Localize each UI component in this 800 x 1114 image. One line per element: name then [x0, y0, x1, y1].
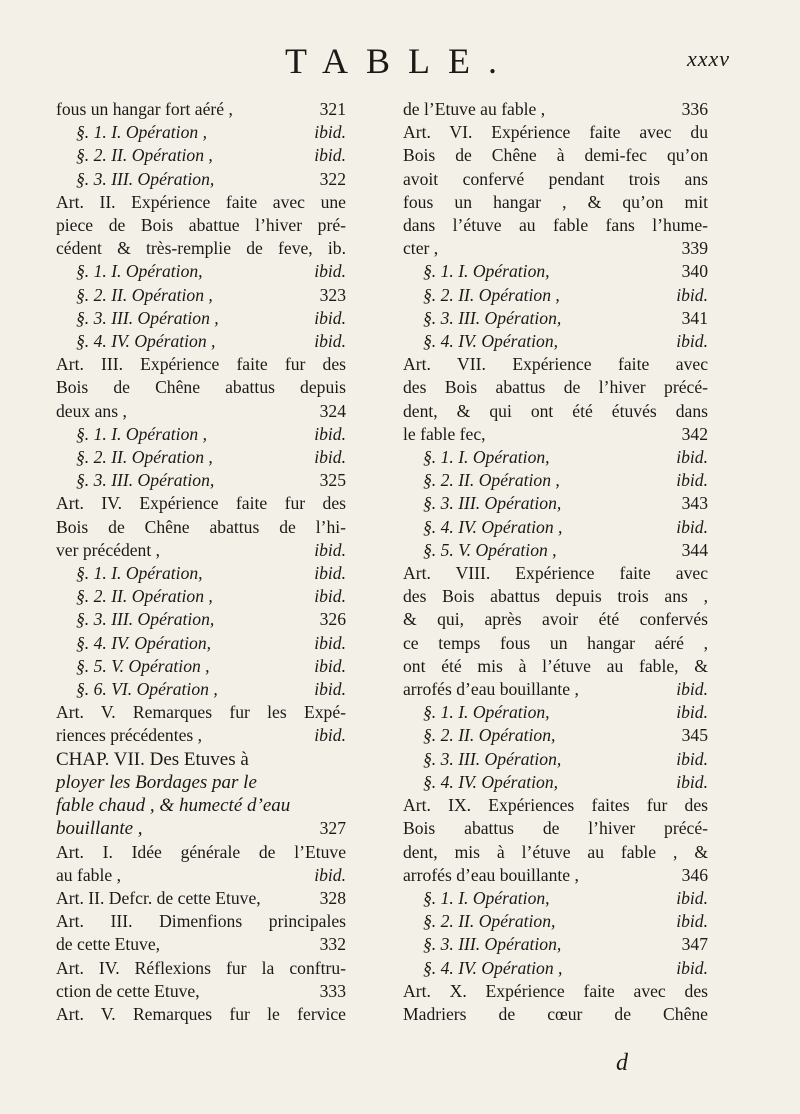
- toc-entry-page: ibid.: [676, 447, 708, 468]
- toc-entry-text: ce temps fous un hangar aéré ,: [403, 632, 708, 653]
- toc-entry-page: ibid.: [314, 307, 346, 328]
- toc-entry-text: cter ,: [403, 238, 439, 259]
- toc-entry-text: §. 4. IV. Opération ,: [76, 331, 216, 352]
- toc-entry: [56, 608, 346, 631]
- toc-entry: [56, 933, 346, 956]
- toc-entry-page: ibid.: [314, 122, 346, 143]
- toc-entry-text: §. 1. I. Opération,: [423, 447, 550, 468]
- toc-entry: [403, 957, 708, 980]
- toc-entry-text: arrofés d’eau bouillante ,: [403, 864, 579, 885]
- toc-entry: [403, 910, 708, 933]
- toc-entry: [403, 980, 708, 1003]
- toc-entry-text: §. 2. II. Opération ,: [76, 284, 213, 305]
- toc-entry-text: ver précédent ,: [56, 539, 161, 560]
- toc-entry-page: ibid.: [676, 911, 708, 932]
- toc-entry: [403, 330, 708, 353]
- toc-entry-text: de cette Etuve,: [56, 934, 161, 955]
- toc-entry: [56, 423, 346, 446]
- toc-entry: [403, 864, 708, 887]
- toc-entry: [403, 655, 708, 678]
- toc-entry: [56, 841, 346, 864]
- toc-entry-text: CHAP. VII. Des Etuves à: [56, 748, 249, 770]
- toc-entry-text: Art. V. Remarques fur les Expé-: [56, 702, 346, 723]
- toc-entry-page: ibid.: [676, 702, 708, 723]
- toc-entry-text: arrofés d’eau bouillante ,: [403, 679, 579, 700]
- toc-entry-page: 325: [319, 470, 346, 491]
- toc-entry-text: au fable ,: [56, 864, 121, 885]
- toc-entry: [56, 980, 346, 1003]
- toc-entry-text: fous un hangar , & qu’on mit: [403, 191, 708, 212]
- toc-entry: [56, 817, 346, 840]
- toc-entry-text: §. 3. III. Opération,: [423, 307, 562, 328]
- toc-entry-page: 336: [681, 99, 708, 119]
- toc-entry: [56, 307, 346, 330]
- toc-entry-text: §. 1. I. Opération ,: [76, 122, 207, 143]
- toc-entry-text: Art. VI. Expérience faite avec du: [403, 122, 708, 143]
- toc-entry: [56, 214, 346, 237]
- toc-entry: [56, 376, 346, 399]
- toc-entry-text: §. 3. III. Opération,: [423, 934, 562, 955]
- toc-entry: [403, 237, 708, 260]
- page-header: [0, 36, 800, 86]
- toc-entry-page: ibid.: [314, 632, 346, 653]
- toc-entry-text: §. 3. III. Opération,: [76, 470, 215, 491]
- toc-entry-text: §. 2. II. Opération ,: [423, 284, 560, 305]
- toc-entry-text: des Bois abattus depuis trois ans ,: [403, 586, 708, 607]
- toc-entry-text: §. 3. III. Opération,: [76, 168, 215, 189]
- toc-entry-text: piece de Bois abattue l’hiver pré-: [56, 215, 346, 236]
- toc-entry-text: §. 5. V. Opération ,: [423, 539, 557, 560]
- toc-entry-text: §. 2. II. Opération ,: [76, 586, 213, 607]
- toc-entry: [56, 724, 346, 747]
- toc-entry-text: fable chaud , & humecté d’eau: [56, 795, 291, 817]
- toc-entry-page: 323: [319, 284, 346, 305]
- toc-entry-text: riences précédentes ,: [56, 725, 203, 746]
- toc-entry: [403, 562, 708, 585]
- toc-entry: [403, 376, 708, 399]
- toc-entry: [403, 794, 708, 817]
- toc-entry: [403, 817, 708, 840]
- toc-entry: [403, 678, 708, 701]
- toc-entry-text: §. 3. III. Opération,: [423, 493, 562, 514]
- toc-entry-text: §. 2. II. Opération ,: [423, 470, 560, 491]
- toc-entry-page: ibid.: [314, 145, 346, 166]
- toc-entry: [56, 353, 346, 376]
- toc-entry-text: §. 4. IV. Opération ,: [423, 516, 563, 537]
- toc-entry: [56, 260, 346, 283]
- toc-entry-page: ibid.: [314, 447, 346, 468]
- toc-entry-page: 327: [319, 818, 346, 839]
- toc-entry-page: 332: [319, 934, 346, 955]
- toc-entry-text: Bois de Chêne abattus depuis: [56, 377, 346, 398]
- toc-entry-page: ibid.: [314, 586, 346, 607]
- toc-entry-text: Art. III. Expérience faite fur des: [56, 354, 346, 375]
- toc-entry-text: §. 1. I. Opération ,: [76, 423, 207, 444]
- toc-entry-page: ibid.: [314, 331, 346, 352]
- toc-entry: [56, 794, 346, 817]
- toc-entry-page: 343: [681, 493, 708, 514]
- toc-entry-page: 322: [319, 168, 346, 189]
- toc-entry: [403, 307, 708, 330]
- toc-entry: [56, 237, 346, 260]
- toc-entry-text: §. 1. I. Opération,: [423, 702, 550, 723]
- toc-entry-text: avoit confervé pendant trois ans: [403, 168, 708, 189]
- toc-entry-page: ibid.: [676, 887, 708, 908]
- toc-entry-page: ibid.: [676, 957, 708, 978]
- toc-entry: [56, 864, 346, 887]
- toc-entry: [56, 469, 346, 492]
- toc-entry-text: §. 4. IV. Opération,: [76, 632, 212, 653]
- toc-entry-page: ibid.: [676, 470, 708, 491]
- toc-entry: [403, 701, 708, 724]
- toc-entry-page: 328: [319, 887, 346, 908]
- left-column: [56, 98, 346, 1026]
- toc-entry-text: dent, & qui ont été étuvés dans: [403, 400, 708, 421]
- toc-entry: [56, 701, 346, 724]
- toc-entry-text: §. 2. II. Opération ,: [76, 145, 213, 166]
- toc-entry-page: ibid.: [314, 725, 346, 746]
- toc-entry: [403, 168, 708, 191]
- toc-entry: [403, 748, 708, 771]
- toc-entry: [56, 748, 346, 771]
- toc-entry: [403, 400, 708, 423]
- toc-entry-text: Art. IX. Expériences faites fur des: [403, 795, 708, 816]
- toc-entry-text: Art. II. Expérience faite avec une: [56, 191, 346, 212]
- toc-entry-text: Bois de Chêne abattus de l’hi-: [56, 516, 346, 537]
- toc-entry-page: ibid.: [676, 516, 708, 537]
- toc-entry: [403, 887, 708, 910]
- toc-entry: [403, 492, 708, 515]
- toc-entry-page: 326: [319, 609, 346, 630]
- toc-entry-page: ibid.: [314, 261, 346, 282]
- toc-entry: [56, 562, 346, 585]
- toc-entry: [56, 539, 346, 562]
- toc-entry-page: ibid.: [314, 655, 346, 676]
- toc-entry-text: fous un hangar fort aéré ,: [56, 99, 233, 119]
- toc-entry-page: 345: [681, 725, 708, 746]
- toc-entry-text: Art. V. Remarques fur le fervice: [56, 1003, 346, 1024]
- toc-entry: [56, 492, 346, 515]
- toc-entry-text: §. 2. II. Opération,: [423, 911, 556, 932]
- toc-entry-page: ibid.: [676, 331, 708, 352]
- toc-entry: [56, 98, 346, 121]
- toc-entry-page: 347: [681, 934, 708, 955]
- toc-entry: [56, 585, 346, 608]
- toc-entry-page: ibid.: [676, 748, 708, 769]
- toc-entry-text: bouillante ,: [56, 818, 143, 840]
- toc-entry: [56, 516, 346, 539]
- toc-entry: [56, 1003, 346, 1026]
- toc-entry-page: ibid.: [314, 679, 346, 700]
- toc-entry-text: §. 5. V. Opération ,: [76, 655, 210, 676]
- toc-entry-text: §. 2. II. Opération,: [423, 725, 556, 746]
- toc-entry-page: 346: [681, 864, 708, 885]
- toc-entry: [56, 330, 346, 353]
- toc-entry-text: deux ans ,: [56, 400, 127, 421]
- toc-entry-page: 321: [319, 99, 346, 119]
- toc-entry-text: Art. VIII. Expérience faite avec: [403, 563, 708, 584]
- toc-entry-text: cédent & très-remplie de feve, ib.: [56, 238, 346, 259]
- toc-entry: [56, 446, 346, 469]
- toc-entry: [56, 121, 346, 144]
- running-title: TABLE.: [284, 41, 516, 81]
- toc-entry-text: Madriers de cœur de Chêne: [403, 1003, 708, 1024]
- toc-entry: [56, 678, 346, 701]
- toc-entry-text: de l’Etuve au fable ,: [403, 99, 546, 119]
- toc-entry: [403, 214, 708, 237]
- page-number: xxxv: [686, 46, 730, 71]
- toc-entry-text: §. 3. III. Opération ,: [76, 307, 219, 328]
- toc-entry: [56, 910, 346, 933]
- toc-entry-text: §. 3. III. Opération,: [76, 609, 215, 630]
- toc-entry: [403, 98, 708, 121]
- toc-entry-text: Art. I. Idée générale de l’Etuve: [56, 841, 346, 862]
- toc-entry: [56, 284, 346, 307]
- toc-entry: [56, 655, 346, 678]
- toc-entry: [403, 353, 708, 376]
- toc-entry-page: ibid.: [314, 539, 346, 560]
- toc-entry-text: ont été mis à l’étuve au fable, &: [403, 655, 708, 676]
- toc-entry: [403, 446, 708, 469]
- toc-entry: [56, 144, 346, 167]
- toc-entry: [56, 191, 346, 214]
- toc-entry-text: Art. VII. Expérience faite avec: [403, 354, 708, 375]
- toc-entry-text: dans l’étuve au fable fans l’hume-: [403, 215, 708, 236]
- toc-entry: [56, 771, 346, 794]
- toc-entry-page: ibid.: [676, 679, 708, 700]
- toc-entry-text: Art. IV. Expérience faite fur des: [56, 493, 346, 514]
- toc-entry-text: Bois de Chêne à demi-fec qu’on: [403, 145, 708, 166]
- toc-entry-page: ibid.: [314, 423, 346, 444]
- toc-entry-text: §. 1. I. Opération,: [423, 261, 550, 282]
- toc-entry: [403, 284, 708, 307]
- toc-entry: [403, 121, 708, 144]
- toc-entry: [403, 469, 708, 492]
- toc-entry: [403, 933, 708, 956]
- toc-entry: [403, 1003, 708, 1026]
- toc-entry-text: Bois abattus de l’hiver précé-: [403, 818, 708, 839]
- toc-entry-text: Art. II. Defcr. de cette Etuve,: [56, 887, 261, 908]
- toc-entry-text: & qui, après avoir été confervés: [403, 609, 708, 630]
- toc-entry: [56, 168, 346, 191]
- toc-entry-text: §. 4. IV. Opération,: [423, 331, 559, 352]
- toc-entry: [403, 423, 708, 446]
- toc-entry-page: 341: [681, 307, 708, 328]
- toc-entry-page: 342: [681, 423, 708, 444]
- toc-entry-text: ployer les Bordages par le: [56, 771, 257, 793]
- toc-entry-text: des Bois abattus de l’hiver précé-: [403, 377, 708, 398]
- toc-entry: [403, 191, 708, 214]
- toc-entry: [403, 516, 708, 539]
- toc-entry: [403, 608, 708, 631]
- toc-entry-page: 339: [681, 238, 708, 259]
- toc-entry: [56, 632, 346, 655]
- toc-entry-text: §. 1. I. Opération,: [423, 887, 550, 908]
- toc-entry-page: 333: [319, 980, 346, 1001]
- toc-entry: [403, 841, 708, 864]
- toc-entry-text: dent, mis à l’étuve au fable , &: [403, 841, 708, 862]
- toc-entry-text: §. 4. IV. Opération ,: [423, 957, 563, 978]
- toc-entry: [403, 260, 708, 283]
- toc-entry-page: ibid.: [314, 563, 346, 584]
- toc-entry-text: Art. IV. Réflexions fur la conftru-: [56, 957, 346, 978]
- toc-entry: [56, 400, 346, 423]
- toc-entry-text: §. 3. III. Opération,: [423, 748, 562, 769]
- toc-entry-text: le fable fec,: [403, 423, 486, 444]
- toc-entry-text: Art. III. Dimenfions principales: [56, 911, 346, 932]
- toc-entry-page: 324: [319, 400, 346, 421]
- toc-entry: [403, 771, 708, 794]
- toc-entry: [56, 887, 346, 910]
- toc-entry-text: §. 6. VI. Opération ,: [76, 679, 218, 700]
- toc-entry-page: 340: [681, 261, 708, 282]
- toc-entry-text: §. 1. I. Opération,: [76, 563, 203, 584]
- toc-entry: [403, 632, 708, 655]
- signature-mark: d: [616, 1050, 628, 1076]
- toc-entry-text: §. 2. II. Opération ,: [76, 447, 213, 468]
- toc-entry: [403, 724, 708, 747]
- toc-entry-text: Art. X. Expérience faite avec des: [403, 980, 708, 1001]
- toc-entry-text: §. 4. IV. Opération,: [423, 771, 559, 792]
- toc-entry-page: 344: [681, 539, 708, 560]
- toc-entry-page: ibid.: [314, 864, 346, 885]
- toc-entry-text: §. 1. I. Opération,: [76, 261, 203, 282]
- toc-entry: [403, 539, 708, 562]
- right-column: [403, 98, 708, 1026]
- toc-entry-page: ibid.: [676, 771, 708, 792]
- toc-entry-text: ction de cette Etuve,: [56, 980, 200, 1001]
- toc-entry-page: ibid.: [676, 284, 708, 305]
- toc-entry: [56, 957, 346, 980]
- toc-entry: [403, 585, 708, 608]
- toc-entry: [403, 144, 708, 167]
